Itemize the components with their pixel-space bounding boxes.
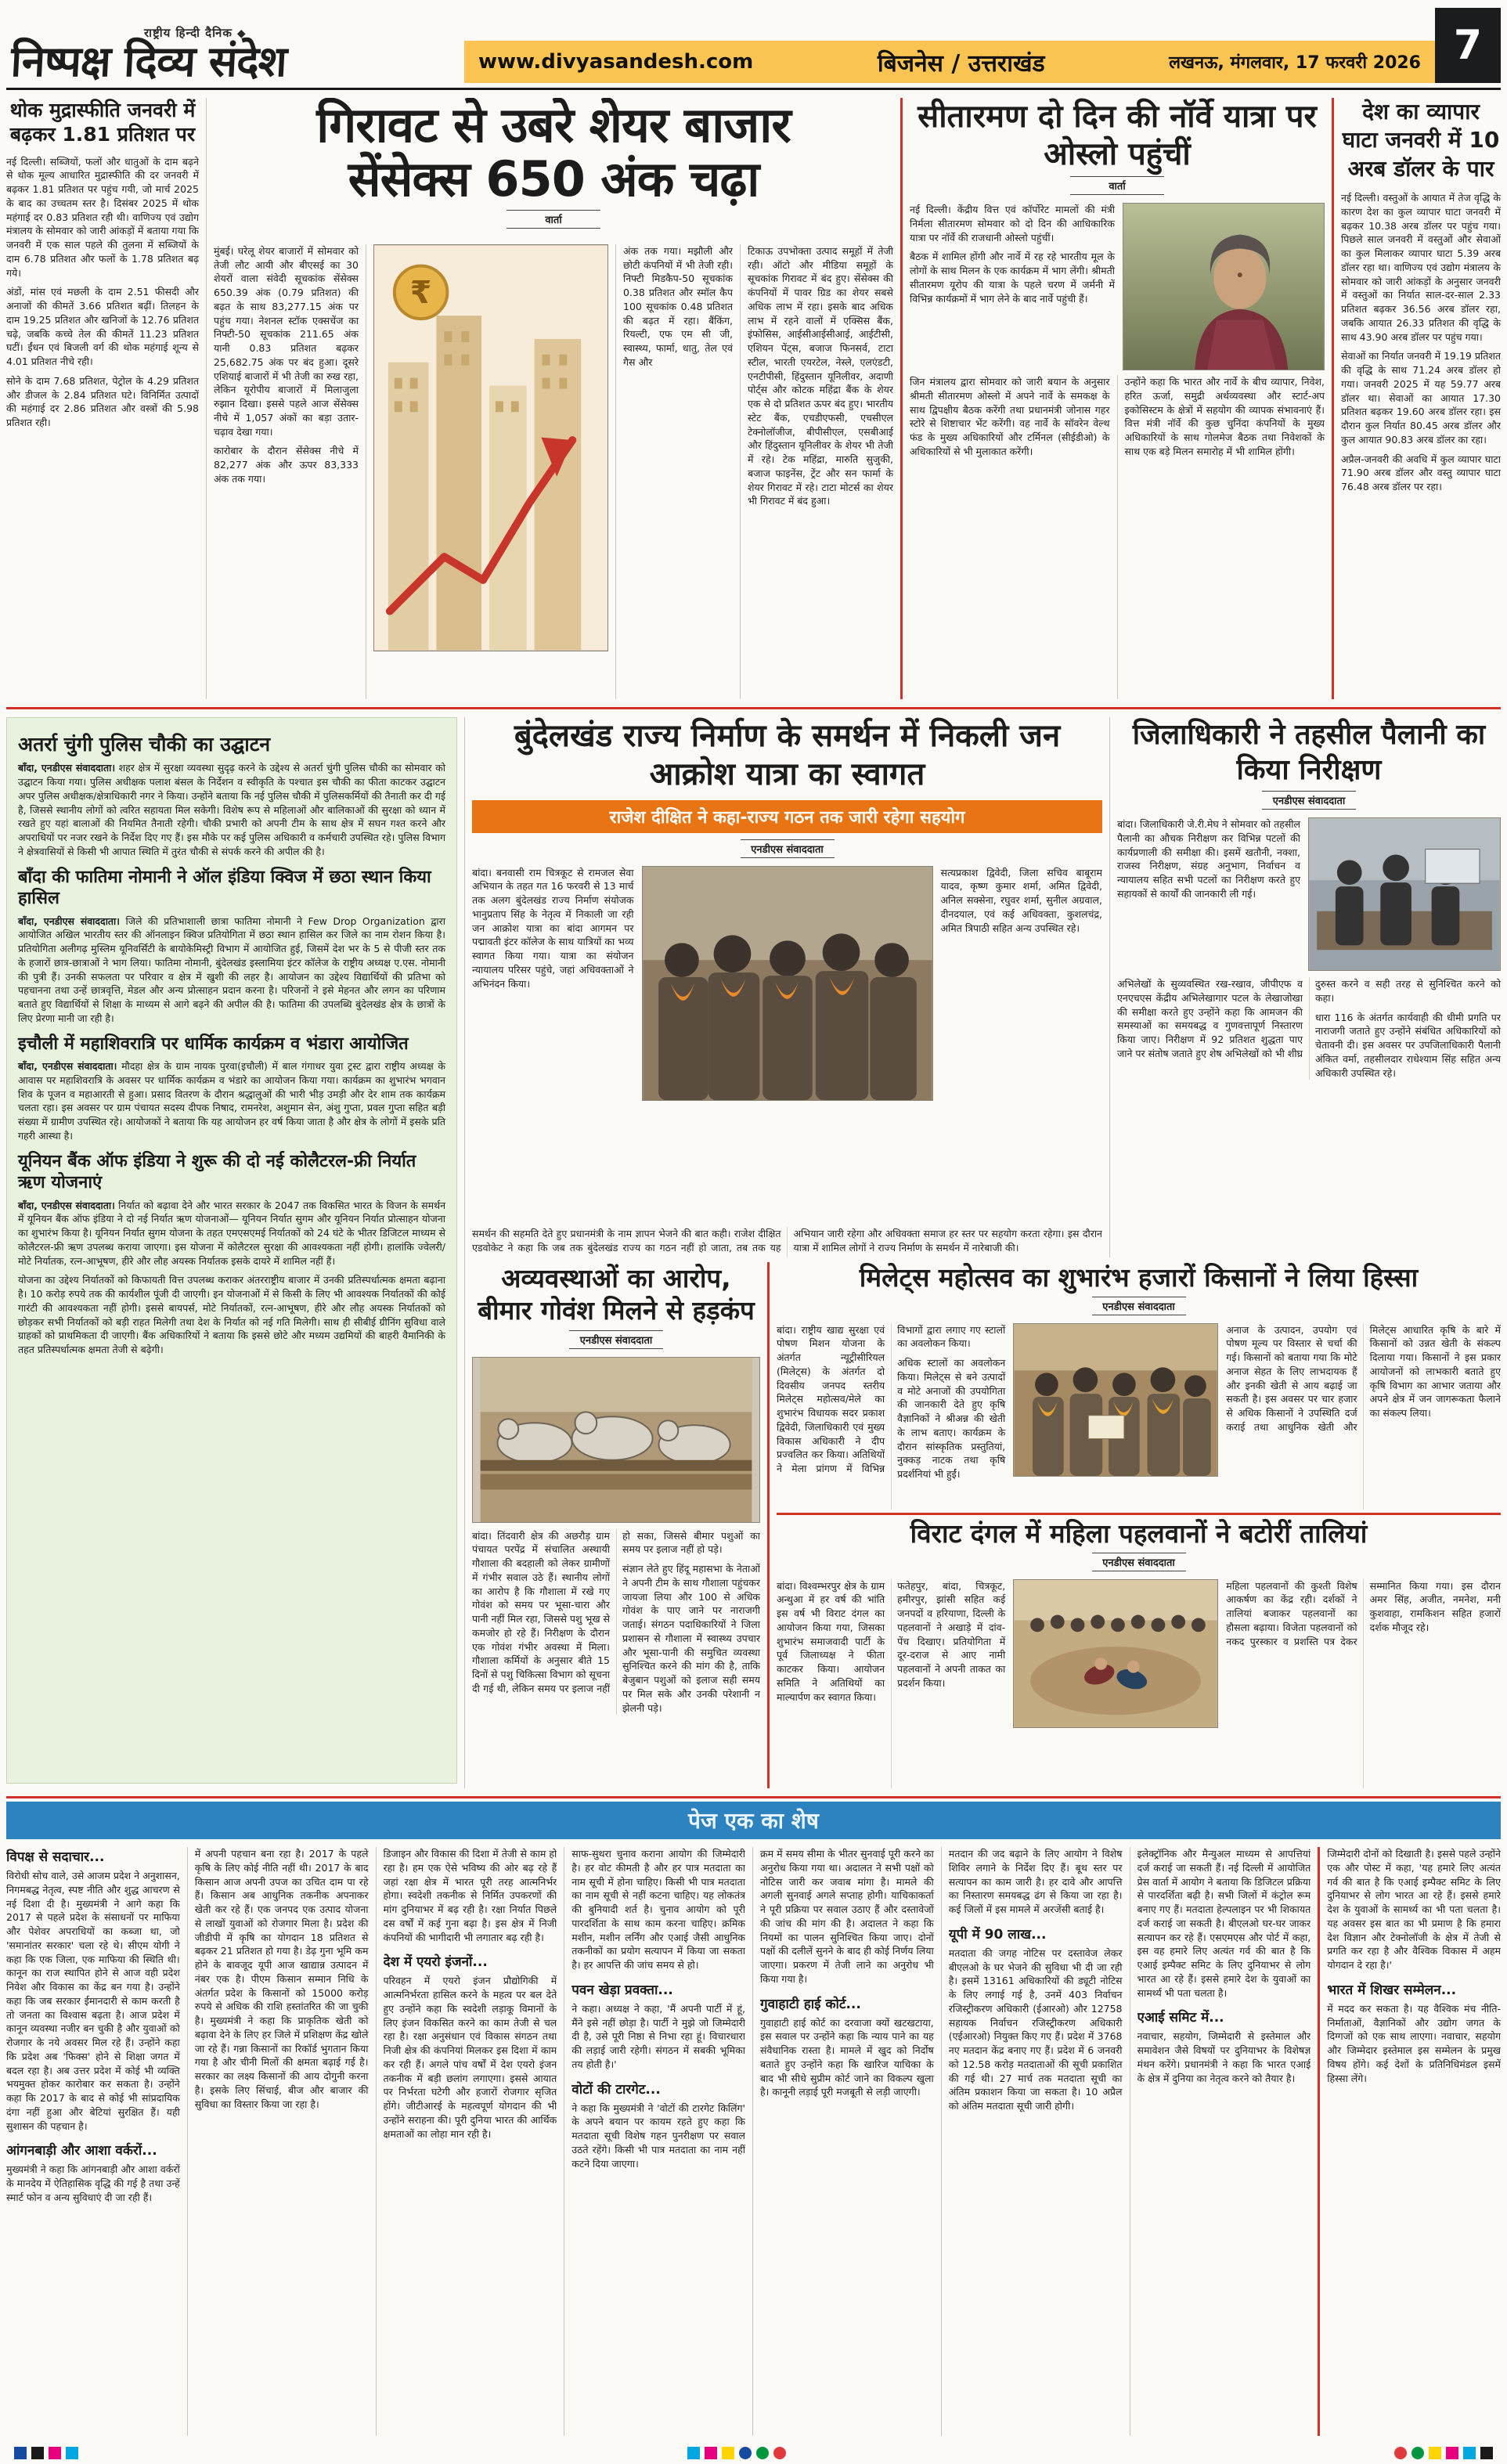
article-paragraph: बांदा। बनवासी राम चित्रकूट से रामजल सेवा अभियान के तहत गत 16 फरवरी से 13 मार्च तक अलग बुंदेलखंड राज्य निर्माण संयोजक भानुप्रताप सिंह के नेतृत्व में निकाली जा रही जन आक्रोश यात्रा का बांदा आगमन पर पद्मावती इंटर कॉलेज के साथ यात्रियों का भव्य स्वागत किया गया। यात्रा का संयोजन न्यायालय परिसर पहुंचे, जहां अधिवक्ताओं ने अभिनंदन किया। [472, 866, 634, 990]
article-headline: अतर्रा चुंगी पुलिस चौकी का उद्घाटन [18, 733, 271, 756]
article-body-continued [472, 1227, 1102, 1257]
column-rule-red [900, 98, 903, 699]
continuation-paragraph: में अपनी पहचान बना रहा है। 2017 के पहले कृषि के लिए कोई नीति नहीं थी। 2017 के बाद किसान आज अपनी उपज का उचित दाम पा रहे हैं। किसान अब आधुनिक तकनीक अपनाकर खेती कर रहे हैं। एक जनपद एक उत्पाद योजना से लाखों युवाओं को रोजगार मिला है। प्रदेश की जीडीपी में कृषि का योगदान 18 प्रतिशत से बढ़कर 21 प्रतिशत हो गया है। डेढ़ गुना भूमि कम होने के बावजूद यूपी आज खाद्यान्न उत्पादन में नंबर एक है। पीएम किसान सम्मान निधि के अंतर्गत प्रदेश के किसानों को 15000 करोड़ रुपये से अधिक की राशि हस्तांतरित की जा चुकी है। मुख्यमंत्री ने कहा कि प्राकृतिक खेती को बढ़ावा देने के लिए हर जिले में प्रशिक्षण केंद्र खोले जा रहे हैं। गन्ना किसानों का रिकॉर्ड भुगतान किया गया है और चीनी मिलों की क्षमता बढ़ाई गई है। सरकार का लक्ष्य किसानों की आय दोगुनी करना है। इसके लिए सिंचाई, बीज और बाजार की सुविधा का विस्तार किया जा रहा है। [194, 1848, 369, 2110]
body-column [214, 244, 359, 699]
continuation-column-3 [384, 1847, 557, 2436]
article-wrestling-dangal [777, 1518, 1501, 1788]
article-bundelkhand-yatra [472, 717, 1102, 1257]
color-swatch-cyan [1463, 2447, 1476, 2459]
sitharaman-photo [1123, 203, 1325, 370]
article-paragraph: टिकाऊ उपभोक्ता उत्पाद समूहों में तेजी रही। ऑटो और मीडिया समूहों के सूचकांक गिरावट में बंद हुए। सेंसेक्स की कंपनियों में पावर ग्रिड का शेयर सबसे अधिक लाभ में रहा। इसके बाद अधिक लाभ में रहने वालों में एक्सिस बैंक, इंफोसिस, आईसीआईसीआई, आईटीसी, एशियन पेंट्स, बजाज फिनसर्व, टाटा स्टील, भारती एयरटेल, नेस्ले, एलएंडटी, एनटीपीसी, हिंदुस्तान यूनिलीवर, अदाणी पोर्ट्स और कोटक महिंद्रा बैंक के शेयर एक से दो प्रतिशत ऊपर बंद हुए। भारतीय स्टेट बैंक, एचडीएफसी, एचसीएल टेक्नोलॉजीज, बीपीसीएल, एसबीआई और हिंदुस्तान यूनिलीवर के शेयर भी तेजी में रहे। टेक महिंद्रा, मारुति सुजुकी, बजाज फाइनेंस, ट्रेंट और सन फार्मा के शेयर गिरावट में रहे। टाटा मोटर्स का शेयर भी गिरावट में बंद हुआ। [748, 244, 893, 507]
article-body-columns [472, 866, 1102, 1221]
continuation-paragraph: क्रम में समय सीमा के भीतर सुनवाई पूरी करने का अनुरोध किया गया था। अदालत ने सभी पक्षों को नोटिस जारी कर जवाब मांगा है। मामले की अगली सुनवाई अगले सप्ताह होगी। याचिकाकर्ता ने पूरी प्रक्रिया पर सवाल उठाए हैं और दस्तावेजों की जांच की मांग की है। अदालत ने कहा कि नियमों का पालन सुनिश्चित किया जाए। दोनों पक्षों की दलीलें सुनने के बाद ही कोई निर्णय लिया जाएगा। प्रकरण में तेजी लाने का अनुरोध भी किया गया है। [760, 1848, 934, 1985]
byline: एनडीएस संवाददाता [1092, 1297, 1186, 1315]
article-paragraph: धारा 116 के अंतर्गत कार्यवाही की धीमी प्रगति पर नाराजगी जताते हुए उन्होंने संबंधित अधिकारियों को चेतावनी दी। इस अवसर पर उपजिलाधिकारी पैलानी अंकित वर्मा, तहसीलदार राधेश्याम सिंह सहित अन्य अधिकारी उपस्थित रहे। [1315, 1011, 1501, 1079]
article-sensex [214, 98, 893, 699]
section-title: बिजनेस / उत्तराखंड [877, 49, 1045, 78]
continuation-column-2 [195, 1847, 369, 2436]
article-paragraph: समर्थन की सहमति देते हुए प्रधानमंत्री के नाम ज्ञापन भेजने की बात कही। राजेश दीक्षित एडवोकेट ने कहा कि जब तक बुंदेलखंड राज्य का गठन नहीं हो जाता, तब तक यह अभियान जारी रहेगा और अधिवक्ता समाज हर स्तर पर सहयोग करता रहेगा। इस दौरान यात्रा में शामिल लोगों ने राज्य निर्माण के समर्थन में नारेबाजी की। [472, 1228, 1102, 1254]
continuation-heading: यूपी में 90 लाख... [948, 1926, 1047, 1943]
article-headline: मिलेट्स महोत्सव का शुभारंभ हजारों किसानों ने लिया हिस्सा [859, 1262, 1419, 1293]
continuation-heading: आंगनबाड़ी और आशा वर्करों... [6, 2143, 157, 2159]
article-paragraph: महिला पहलवानों की कुश्ती विशेष आकर्षण का केंद्र रही। दर्शकों ने तालियां बजाकर पहलवानों का हौसला बढ़ाया। विजेता पहलवानों को नकद पुरस्कार व प्रशस्ति पत्र देकर सम्मानित किया गया। इस दौरान अमर सिंह, अजीत, नमनेश, मनी कुशवाहा, रामकिशन सहित हजारों दर्शक मौजूद रहे। [1226, 1579, 1501, 1647]
article-headline [214, 98, 893, 207]
middle-row-2 [472, 1262, 1501, 1788]
color-swatch-yellow [1429, 2447, 1441, 2459]
article-text: निर्यात को बढ़ावा देने और भारत सरकार के 2047 तक विकसित भारत के विजन के समर्थन में यूनियन बैंक ऑफ इंडिया ने दो नई निर्यात ऋण योजनाओं— यूनियन निर्यात सुगम और यूनियन निर्यात प्रोत्साहन योजना का शुभारंभ किया है। यूनियन निर्यात सुगम योजना के तहत एमएसएमई निर्यातकों को 24 घंटे के भीतर डिजिटल माध्यम से कोलैटरल-फ्री ऋण उपलब्ध कराया जाएगा। इस योजना में कोलैटरल सुरक्षा की आवश्यकता नहीं होगी। हालांकि ज्वेलरी/मोटे निर्यातक, रत्न-आभूषण, हीरे और लौह अयस्क निर्यातक इसके दायरे में शामिल नहीं हैं। [18, 1199, 446, 1267]
byline: एनडीएस संवाददाता [1262, 791, 1356, 810]
top-section [6, 98, 1501, 699]
article-paragraph: अभिलेखों के सुव्यवस्थित रख-रखाव, जीपीएफ व एनएचएस केंद्रीय अभिलेखागार पटल के लेखाजोखा की समीक्षा करते हुए उन्होंने कहा कि आमजन की समस्याओं का समयबद्ध व गुणवत्तापूर्ण निस्तारण किया जाए। निरीक्षण में 92 प्रतिशत शुद्धता पाए जाने पर संतोष जताते हुए शेष अभिलेखों को भी शीघ्र दुरुस्त करने व सही तरह से सुनिश्चित करने को कहा। [1117, 978, 1501, 1059]
header-bar [464, 41, 1435, 83]
middle-band [6, 717, 1501, 1788]
body-column [777, 1579, 1005, 1788]
body-column [1226, 1579, 1501, 1788]
continuation-paragraph: विरोधी सोच वाले, उसे आजम प्रदेश ने अनुशासन, निगमबद्ध नेतृत्व, स्पष्ट नीति और शुद्ध आचरण से नई दिशा दी है। मुख्यमंत्री ने आगे कहा कि 2017 से पहले प्रदेश के संसाधनों पर माफिया और पेशेवर अपराधियों का कब्जा था, जो 'समानांतर सरकार' चला रहे थे। सीएम योगी ने कहा कि एक जिला, एक माफिया की स्थिति थी। कानून का राज स्थापित होने से आज वही प्रदेश निवेश और विकास का केंद्र बन गया है। उन्होंने कहा कि जब सरकार ईमानदारी से काम करती है तो जनता का विश्वास बढ़ता है। आज प्रदेश में कानून व्यवस्था नजीर बन चुकी है और युवाओं को रोजगार के नये अवसर मिल रहे हैं। उन्होंने कहा कि प्रदेश अब 'फिक्स' होने से शिक्षा जगत में बदल रहा है। अब उत्तर प्रदेश में कोई भी व्यक्ति भयमुक्त होकर कारोबार कर सकता है। उन्होंने कहा कि 2017 के बाद से कोई भी सांप्रदायिक दंगा नहीं हुआ और बेटियां सुरक्षित हैं। यही सुशासन की पहचान है। [6, 1870, 180, 2132]
website-url: www.divyasandesh.com [478, 50, 754, 74]
article-paragraph: सत्यप्रकाश द्विवेदी, जिला सचिव बाबूराम यादव, कृष्ण कुमार शर्मा, अमित द्विवेदी, अनिल सक्सेना, रघुवर शर्मा, सुनील अग्रवाल, दीनदयाल, एवं कई अधिवक्ता, कुशलचंद्र, अमित त्रिपाठी सहित अन्य उपस्थित रहे। [940, 866, 1102, 934]
article-text: मौदहा क्षेत्र के ग्राम नायक पुरवा(इचौली) में बाल गंगाधर युवा ट्रस्ट द्वारा राष्ट्रीय अध्यक्ष के आवास पर महाशिवरात्रि के अवसर पर धार्मिक कार्यक्रम व भंडारे का आयोजन किया गया। कार्यक्रम का शुभारंभ भगवान शिव के पूजन व महाआरती से हुआ। प्रसाद वितरण के दौरान श्रद्धालुओं की भारी भीड़ उमड़ी और देर शाम तक कार्यक्रम चलता रहा। इस अवसर पर ग्राम पंचायत सदस्य दीपक निषाद, रामनरेश, अशुमान सेन, अंशु गुप्ता, प्रवल गुप्ता सहित बड़ी संख्या में ग्रामीण उपस्थित रहे। आयोजकों ने बताया कि यह आयोजन हर वर्ष किया जाता है और क्षेत्र के लोगों में इसके प्रति गहरी आस्था है। [18, 1060, 445, 1142]
article-cattle-shelter [472, 1262, 760, 1788]
body-column [748, 244, 893, 699]
registration-color-bar-center [687, 2447, 786, 2459]
article-paragraph: मुंबई। घरेलू शेयर बाजारों में सोमवार को तेजी लौट आयी और बीएसई का 30 शेयरों वाला संवेदी सूचकांक सेंसेक्स 650.39 अंक (0.79 प्रतिशत) की बढ़त के साथ 83,277.15 अंक पर पहुंच गया। नेशनल स्टॉक एक्सचेंज का निफ्टी-50 सूचकांक 211.65 अंक यानी 0.83 प्रतिशत बढ़कर 25,682.75 अंक पर बंद हुआ। दूसरे एशियाई बाजारों में भी तेजी का रुख रहा, लेकिन यूरोपीय बाजारों में मिलाजुला रुझान दिखा। इससे पहले आज सेंसेक्स नीचे में 1,057 अंकों का बड़ा उतार-चढ़ाव देखा गया। [214, 244, 359, 438]
body-column [777, 1323, 1005, 1510]
article-paragraph: अंक तक गया। मझौली और छोटी कंपनियों में भी तेजी रही। निफ्टी मिडकैप-50 सूचकांक 0.38 प्रतिशत और स्मॉल कैप 100 सूचकांक 0.48 प्रतिशत की बढ़त में रहा। बैंकिंग, रियल्टी, एफ एम सी जी, स्वास्थ्य, फार्मा, धातु, तेल एवं गैस और [623, 244, 733, 368]
article-text: जिले की प्रतिभाशाली छात्रा फातिमा नोमानी ने Few Drop Organization द्वारा आयोजित अखिल भारतीय स्तर की ऑनलाइन क्विज प्रतियोगिता में छठा स्थान हासिल कर जिले का नाम रोशन किया है। प्रतियोगिता अलीगढ़ मुस्लिम यूनिवर्सिटी के बायोकेमिस्ट्री विभाग में आयोजित हुई, जिसमें देश भर के 5 से पीजी स्तर तक के हजारों छात्र-छात्राओं ने भाग लिया। फातिमा नोमानी, बुंदेलखंड इस्लामिया इंटर कॉलेज के राष्ट्रीय अध्यक्ष ए.एस. नोमानी की पुत्री हैं। उनकी सफलता पर परिवार व क्षेत्र में खुशी की लहर है। आयोजन का उद्देश्य विद्यार्थियों की प्रतिभा को पहचानना तथा उन्हें छात्रवृत्ति, मेडल और अन्य प्रोत्साहन प्रदान करना है। परिजनों ने इसे मेहनत और लगन का परिणाम बताते हुए विद्यार्थियों से शिक्षा के माध्यम से आगे बढ़ने की अपील की है। फातिमा की उपलब्धि बुंदेलखंड क्षेत्र के छात्रों के लिए प्रेरणा मानी जा रही है। [18, 915, 446, 1024]
color-swatch-magenta [1446, 2447, 1458, 2459]
lead-row [910, 203, 1325, 370]
article-paragraph: संज्ञान लेते हुए हिंदू महासभा के नेताओं ने अपनी टीम के साथ गौशाला पहुंचकर जायजा लिया और 100 से अधिक गोवंश के पाए जाने पर नाराजगी जताई। संगठन पदाधिकारियों ने जिला प्रशासन से गौशाला में स्वास्थ्य उपचार और भूसा-पानी की समुचित व्यवस्था सुनिश्चित करने की मांग की है, ताकि बेजुबान पशुओं को इलाज सही समय पर मिल सके और उनकी परेशानी न झेलनी पड़े। [622, 1563, 760, 1714]
middle-right-region [472, 717, 1501, 1788]
svg-text:₹: ₹ [409, 275, 432, 312]
header-rule [6, 88, 1501, 90]
column-rule-red [1318, 1847, 1320, 2436]
article-trade-deficit [1341, 98, 1501, 699]
continuation-paragraph: जिम्मेदारी दोनों को दिखाती है। इससे पहले उन्होंने एक और पोस्ट में कहा, 'यह हमारे लिए अत्यंत गर्व की बात है कि एआई इम्पैक्ट समिट के लिए दुनियाभर से लोग भारत आ रहे हैं। इससे हमारे देश के युवाओं के सामर्थ्य का भी पता चलता है। यह अवसर इस बात का भी प्रमाण है कि हमारा देश विज्ञान और टेक्नोलॉजी के क्षेत्र में तेजी से प्रगति कर रहा है और वैश्विक विकास में अहम योगदान दे रहा है।' [1327, 1848, 1501, 1971]
article-headline: थोक मुद्रास्फीति जनवरी में बढ़कर 1.81 प्रतिशत पर [9, 99, 196, 146]
color-swatch-black [1480, 2447, 1493, 2459]
column-rule [1109, 717, 1110, 1257]
diamond-icon: ◆ [236, 27, 247, 40]
byline: बाँदा, एनडीएस संवाददाता। [18, 762, 116, 774]
continuation-heading: एआई समिट में... [1137, 2010, 1224, 2026]
body-column [1125, 375, 1325, 699]
article-paragraph [18, 1059, 445, 1143]
column-rule [376, 1847, 377, 2436]
edition-dateline: लखनऊ, मंगलवार, 17 फरवरी 2026 [1169, 53, 1421, 73]
section-rule [6, 1796, 1501, 1798]
color-swatch-magenta [705, 2447, 717, 2459]
article-subhead: राजेश दीक्षित ने कहा-राज्य गठन तक जारी रहेगा सहयोग [472, 800, 1102, 833]
agency-credit: वार्ता [1070, 176, 1164, 195]
byline: एनडीएस संवाददाता [741, 839, 835, 858]
article-paragraph [18, 761, 445, 858]
article-body-columns [472, 1529, 760, 1715]
byline: एनडीएस संवाददाता [569, 1330, 663, 1349]
color-dot-blue [739, 2447, 752, 2459]
continuation-paragraph: ने कहा। अध्यक्ष ने कहा, 'मैं अपनी पार्टी में हूं, मैंने इसे नहीं छोड़ा है। पार्टी ने मुझे जो जिम्मेदारी दी है, उसे पूरी निष्ठा से निभा रहा हूं। विचारधारा की लड़ाई जारी रहेगी। संगठन में सबकी भूमिका तय होती है।' [571, 2002, 745, 2070]
article-headline: यूनियन बैंक ऑफ इंडिया ने शुरू की दो नई कोलैटरल-फ्री निर्यात ऋण योजनाएं [18, 1151, 416, 1192]
page-one-continuation-banner: पेज एक का शेष [6, 1802, 1501, 1839]
article-paragraph: अनाज के उत्पादन, उपयोग एवं पोषण मूल्य पर विस्तार से चर्चा की गई। किसानों को बताया गया कि मोटे अनाज सेहत के लिए लाभदायक हैं और इनकी खेती से आय बढ़ाई जा सकती है। इस अवसर पर चार हजार से अधिक किसानों ने उपस्थिति दर्ज कराई तथा आधुनिक खेती और मिलेट्स आधारित कृषि के बारे में किसानों को उन्नत खेती के संकल्प दिलाया गया। किसानों ने इस प्रकार आयोजनों को लाभकारी बताते हुए कृषि विभाग का आभार जताया और अपने क्षेत्र में जन जागरूकता फैलाने का संकल्प लिया। [1226, 1323, 1501, 1433]
continuation-paragraph: मतदाता की जगह नोटिस पर दस्तावेज लेकर बीएलओ के घर भेजने की सुविधा भी दी जा रही है। इसमें 13161 अधिकारियों की ड्यूटी नोटिस के लिए लगाई गई है, उनमें 403 निर्वाचन रजिस्ट्रीकरण अधिकारी (ईआरओ) और 12758 सहायक निर्वाचन रजिस्ट्रीकरण अधिकारी (एईआरओ) नियुक्त किए गए हैं। प्रदेश में 3768 नए मतदान केंद्र बनाए गए हैं। प्रदेश में 6 जनवरी को 12.58 करोड़ मतदाताओं की सूची प्रकाशित की गई थी। 27 मार्च तक मतदाता सूची का अंतिम प्रकाशन किया जा सकता है। 10 अप्रैल को अंतिम मतदाता सूची जारी होगी। [948, 1946, 1123, 2112]
article-paragraph: अधिक स्टालों का अवलोकन किया। मिलेट्स से बने उत्पादों व मोटे अनाजों की उपयोगिता की जानकारी देते हुए कृषि वैज्ञानिकों ने श्रीअन्न की खेती के लाभ बताए। कार्यक्रम के दौरान सांस्कृतिक प्रस्तुतियां, नुक्कड़ नाटक तथा कृषि प्रदर्शनियां भी हुईं। [897, 1357, 1006, 1481]
column-rule-red [1332, 98, 1334, 699]
masthead-block [6, 25, 464, 86]
agency-credit: वार्ता [507, 210, 600, 229]
headline-line-2: सेंसेक्स 650 अंक चढ़ा [348, 150, 759, 208]
color-dot-red [1394, 2447, 1407, 2459]
article-paragraph: उन्होंने कहा कि भारत और नार्वे के बीच व्यापार, निवेश, हरित ऊर्जा, समुद्री अर्थव्यवस्था और स्टार्ट-अप इकोसिस्टम के क्षेत्रों में सहयोग की व्यापक संभावनाएं हैं। वित्त मंत्री नॉर्वे की कुछ चुनिंदा कंपनियों के मुख्य अधिकारियों के साथ गोलमेज बैठक तथा निवेशकों के साथ एक बड़े मिलन समारोह में भी शामिल होंगी। [1124, 376, 1325, 457]
page-header [6, 8, 1501, 86]
article-paragraph [18, 1199, 445, 1268]
continuation-column-4 [571, 1847, 745, 2436]
continuation-paragraph: साफ-सुथरा चुनाव कराना आयोग की जिम्मेदारी है। हर वोट कीमती है और हर पात्र मतदाता का नाम सूची में होना चाहिए। किसी भी पात्र मतदाता का नाम सूची से नहीं कटना चाहिए। यह लोकतंत्र की बुनियादी शर्त है। चुनाव आयोग को पूरी पारदर्शिता के साथ काम करना चाहिए। क्रमिक मशीन, मशीन लर्निंग और एआई जैसी आधुनिक तकनीकों का प्रयोग सत्यापन में किया जा सकता है। हर आपत्ति की जांच समय से हो। [571, 1848, 745, 1971]
continuation-paragraph: परिवहन में एयरो इंजन प्रौद्योगिकी में आत्मनिर्भरता हासिल करने के महत्व पर बल देते हुए उन्होंने कहा कि स्वदेशी लड़ाकू विमानों के लिए इंजन विकसित करने का काम तेजी से चल रहा है। रक्षा अनुसंधान एवं विकास संगठन तथा निजी क्षेत्र की कंपनियां मिलकर इस दिशा में काम कर रही हैं। अगले पांच वर्षों में देश एयरो इंजन तकनीक में बड़ी छलांग लगाएगा। इससे आयात पर निर्भरता घटेगी और हजारों रोजगार सृजित होंगे। जीटीआरई के महत्वपूर्ण योगदान की भी उन्होंने सराहना की। पूरी दुनिया भारत की आर्थिक क्षमताओं का लोहा मान रही है। [383, 1975, 557, 2140]
article-paragraph: नई दिल्ली। सब्जियों, फलों और धातुओं के दाम बढ़ने से थोक मूल्य आधारित मुद्रास्फीति की दर जनवरी में बढ़कर 1.81 प्रतिशत पर पहुंच गयी, जो मार्च 2025 के बाद का उच्चतम स्तर है। दिसंबर 2025 में थोक महंगाई दर 0.83 प्रतिशत रही थी। वाणिज्य एवं उद्योग मंत्रालय के सोमवार को जारी आंकड़ों में बताया गया कि जनवरी में एक साल पहले की तुलना में सब्जियों के दाम 6.78 प्रतिशत और फलों के 1.78 प्रतिशत बढ़ गये। [6, 155, 199, 279]
byline: बाँदा, एनडीएस संवाददाता। [18, 1060, 117, 1072]
article-text: शहर क्षेत्र में सुरक्षा व्यवस्था सुदृढ़ करने के उद्देश्य से अतर्रा चुंगी पुलिस चौकी का सोमवार को उद्घाटन किया गया। पुलिस अधीक्षक पलाश बंसल के निर्देशन व स्वीकृति के पश्चात इस चौकी का फीता काटकर उद्घाटन अपर पुलिस अधीक्षक/क्षेत्राधिकारी नगर ने किया। उन्होंने बताया कि नई पुलिस चौकी में पुलिसकर्मियों की तैनाती कर दी गई है, जिससे स्थानीय लोगों को त्वरित सहायता मिल सकेगी। विशेष रूप से महिलाओं और बालिकाओं की सुरक्षा को ध्यान में रखते हुए यहां बालाओं की नियमित तैनाती रहेगी। चौकी प्रभारी को अपनी टीम के साथ क्षेत्र में सघन गश्त करने और अपराधियों पर नजर रखने के निर्देश दिए गए हैं। इस मौके पर कई पुलिस अधिकारी व कर्मचारी उपस्थित रहे। पुलिस विभाग ने क्षेत्रवासियों से किसी भी आपात स्थिति में तुरंत चौकी से संपर्क करने की अपील की है। [18, 762, 445, 857]
article-fatima-quiz [18, 867, 445, 1026]
article-paragraph: जिन मंत्रालय द्वारा सोमवार को जारी बयान के अनुसार श्रीमती सीतारमण ओस्लो में अपने नार्वे के समकक्ष के साथ द्विपक्षीय बैठक करेंगी तथा प्रधानमंत्री जोनास गहर स्टोरे से शिष्टाचार भेंट करेंगी। वह नार्वे के सॉवरेन वेल्थ फंड के मुख्य अधिकारियों और टर्मिनल (सीईडीओ) के अधिकारियों से भी मुलाकात करेंगी। [910, 376, 1110, 457]
article-paragraph: नई दिल्ली। केंद्रीय वित्त एवं कॉर्पोरेट मामलों की मंत्री निर्मला सीतारमण सोमवार को दो दिन की आधिकारिक यात्रा पर नॉर्वे की राजधानी ओस्लो पहुंचीं। [910, 204, 1115, 244]
masthead-title: निष्पक्ष दिव्य संदेश [9, 37, 288, 86]
tagline-text: राष्ट्रीय हिन्दी दैनिक [144, 26, 233, 40]
byline: बाँदा, एनडीएस संवाददाता। [18, 1199, 115, 1211]
article-paragraph: बांदा। विश्वम्भरपुर क्षेत्र के ग्राम अन्थुआ में हर वर्ष की भांति इस वर्ष भी विराट दंगल का आयोजन किया गया, जिसका शुभारंभ समाजवादी पार्टी के पूर्व जिलाध्यक्ष ने फीता काटकर किया। आयोजन समिति ने अतिथियों का माल्यार्पण कर स्वागत किया। [777, 1579, 885, 1703]
body-column [623, 244, 733, 699]
headline-line-1: गिरावट से उबरे शेयर बाजार [316, 98, 791, 153]
article-paragraph: कारोबार के दौरान सेंसेक्स नीचे में 82,277 अंक और ऊपर 83,333 अंक तक गया। [214, 445, 359, 485]
body-column [910, 375, 1110, 699]
article-headline: देश का व्यापार घाटा जनवरी में 10 अरब डॉलर के पार [1342, 99, 1500, 182]
column-rule [752, 1847, 753, 2436]
registration-color-bar-left [14, 2447, 78, 2459]
color-swatch-magenta [49, 2447, 61, 2459]
article-headline: अव्यवस्थाओं का आरोप, बीमार गोवंश मिलने से हड़कंप [478, 1263, 755, 1326]
column-rule [740, 244, 741, 699]
column-rule [941, 1847, 942, 2436]
article-headline: बाँदा की फातिमा नोमानी ने ऑल इंडिया क्विज में छठा स्थान किया हासिल [18, 867, 431, 908]
millets-dangal-region [777, 1262, 1501, 1788]
column-rule [1117, 375, 1118, 699]
cattle-photo [472, 1357, 760, 1523]
article-headline: जिलाधिकारी ने तहसील पैलानी का किया निरीक्षण [1132, 719, 1486, 786]
article-headline: बुंदेलखंड राज्य निर्माण के समर्थन में निकली जन आक्रोश यात्रा का स्वागत [514, 718, 1061, 792]
article-paragraph: फतेहपुर, बांदा, चित्रकूट, हमीरपुर, झांसी सहित कई जनपदों व हरियाणा, दिल्ली के पहलवानों ने अखाड़े में दांव-पेंच दिखाए। प्रतियोगिता में दूर-दराज से आए नामी पहलवानों ने अपनी ताकत का प्रदर्शन किया। [897, 1579, 1006, 1689]
article-paragraph [18, 915, 445, 1026]
middle-row-1 [472, 717, 1501, 1257]
article-atarra-chowki [18, 732, 445, 859]
dangal-photo [1013, 1579, 1218, 1728]
continuation-heading: देश में एयरो इंजनों... [383, 1954, 488, 1971]
millets-event-photo [1013, 1323, 1218, 1477]
page-number: 7 [1435, 8, 1501, 83]
body-column [472, 866, 634, 1221]
article-dm-inspection [1117, 717, 1501, 1257]
article-paragraph: नई दिल्ली। वस्तुओं के आयात में तेज वृद्धि के कारण देश का कुल व्यापार घाटा जनवरी में बढ़कर 10.38 अरब डॉलर पर पहुंच गया। पिछले साल जनवरी में वस्तुओं और सेवाओं का कुल मिलाकर व्यापार घाटा 5.39 अरब डॉलर रहा था। वाणिज्य एवं उद्योग मंत्रालय के सोमवार को जारी आंकड़ों के अनुसार जनवरी में वस्तुओं का निर्यात साल-दर-साल 2.33 प्रतिशत बढ़कर 36.56 अरब डॉलर रहा, जबकि आयात 26.33 प्रतिशत की वृद्धि के साथ 43.90 अरब डॉलर पर पहुंच गया। [1341, 192, 1501, 343]
article-paragraph: बांदा। जिलाधिकारी जे.री.मेघ ने सोमवार को तहसील पैलानी का औचक निरीक्षण कर विभिन्न पटलों की कार्यप्रणाली की समीक्षा की। इसमें खतौनी, नक्शा, राजस्व निरीक्षण, संग्रह अनुभाग, निर्वाचन व न्यायालय सहित सभी पटलों का निरीक्षण करते हुए सहायकों से कार्यों की जानकारी ली गई। [1117, 818, 1300, 900]
continuation-heading: भारत में शिखर सम्मेलन... [1327, 1982, 1457, 1998]
continuation-heading: वोटों की टारगेट... [571, 2081, 661, 2098]
column-rule [206, 98, 207, 699]
continuation-section [6, 1847, 1501, 2436]
article-body-columns [777, 1323, 1501, 1510]
continuation-paragraph: नवाचार, सहयोग, जिम्मेदारी से इस्तेमाल और समावेशन जैसे विषयों पर दुनियाभर के विशेषज्ञ मंथन करेंगे। प्रधानमंत्री ने कहा कि भारत एआई के क्षेत्र में दुनिया का नेतृत्व करने को तैयार है। [1137, 2030, 1311, 2084]
article-union-bank [18, 1151, 445, 1357]
continuation-paragraph: में मदद कर सकता है। यह वैश्विक मंच नीति-निर्माताओं, वैज्ञानिकों और उद्योग जगत के दिग्गजों को एक साथ लाएगा। नवाचार, सहयोग और जिम्मेदार इस्तेमाल इस सम्मेलन के प्रमुख विषय होंगे। कई देशों के प्रतिनिधिमंडल इसमें हिस्सा लेंगे। [1327, 2002, 1501, 2084]
column-rule [615, 244, 616, 699]
color-swatch-yellow [722, 2447, 734, 2459]
body-column [1226, 1323, 1501, 1510]
continuation-heading: विपक्ष से सदाचार... [6, 1849, 105, 1865]
article-paragraph: अंडों, मांस एवं मछली के दाम 2.51 फीसदी और अनाजों की कीमतें 3.66 प्रतिशत बढ़ीं। तिलहन के दाम 19.25 प्रतिशत और खनिजों के 12.76 प्रतिशत चढ़े, जबकि कच्चे तेल की कीमतें 11.23 प्रतिशत घटीं। ईंधन एवं बिजली वर्ग की थोक महंगाई शून्य से 4.01 प्रतिशत नीचे रही। [6, 286, 199, 367]
article-paragraph: बांदा। राष्ट्रीय खाद्य सुरक्षा एवं पोषण मिशन योजना के अंतर्गत न्यूट्रीसीरियल (मिलेट्स) के अंतर्गत दो दिवसीय जनपद स्तरीय मिलेट्स महोत्सव/मेले का शुभारंभ विधायक सदर प्रकाश द्विवेदी, जिलाधिकारी एवं मुख्य विकास अधिकारी ने दीप प्रज्वलित कर किया। अतिथियों ने मेला प्रांगण में विभिन्न विभागों द्वारा लगाए गए स्टालों का अवलोकन किया। [777, 1323, 1006, 1475]
article-body-columns [910, 375, 1325, 699]
article-paragraph: बैठक में शामिल होंगी और नार्वे में रह रहे भारतीय मूल के लोगों के साथ मिलन के एक कार्यक्रम में भाग लेंगी। श्रीमती सीतारमण यूरोप की यात्रा के पहले चरण में जर्मनी में विभिन्न कार्यक्रमों में भाग लेने के बाद नार्वे पहुंची हैं। [910, 251, 1115, 305]
continuation-paragraph: मतदान की जद बढ़ाने के लिए आयोग ने विशेष शिविर लगाने के निर्देश दिए हैं। बूथ स्तर पर सत्यापन का काम जारी है। हर दावे और आपत्ति का निस्तारण समयबद्ध ढंग से किया जा रहा है। कई जिलों में इस मामले में अरजेंसी बताई है। [948, 1848, 1123, 1915]
column-rule-red [767, 1262, 770, 1788]
article-paragraph: अप्रैल-जनवरी की अवधि में कुल व्यापार घाटा 71.90 अरब डॉलर और वस्तु व्यापार घाटा 76.48 अरब डॉलर पर रहा। [1341, 453, 1501, 493]
article-body-columns [214, 244, 893, 699]
article-paragraph: सेवाओं का निर्यात जनवरी में 19.19 प्रतिशत की वृद्धि के साथ 71.24 अरब डॉलर हो गया। जनवरी 2025 में यह 59.77 अरब डॉलर था। सेवाओं का आयात 17.30 प्रतिशत बढ़कर 19.60 अरब डॉलर रहा। इस दौरान कुल निर्यात 80.45 अरब डॉलर और कुल आयात 90.83 अरब डॉलर का रहा। [1341, 350, 1501, 446]
inspection-photo [1308, 817, 1501, 971]
article-sitharaman [910, 98, 1325, 699]
article-wholesale-inflation [6, 98, 199, 699]
stock-market-illustration [373, 244, 608, 651]
continuation-column-8 [1327, 1847, 1501, 2436]
continuation-paragraph: मुख्यमंत्री ने कहा कि आंगनबाड़ी और आशा वर्करों के मानदेय में ऐतिहासिक वृद्धि की गई है तथा उन्हें स्मार्ट फोन व अन्य सुविधाएं दी जा रही हैं। [6, 2163, 180, 2203]
body-column [910, 203, 1115, 370]
body-column [1117, 817, 1300, 971]
continuation-paragraph: इलेक्ट्रॉनिक और मैन्युअल माध्यम से आपत्तियां दर्ज कराई जा सकती हैं। नई दिल्ली में आयोजित प्रेस वार्ता में आयोग ने बताया कि डिजिटल प्रक्रिया से पारदर्शिता बढ़ी है। सभी जिलों में कंट्रोल रूम बनाए गए हैं। मतदाता हेल्पलाइन पर भी शिकायत दर्ज कराई जा सकती है। बीएलओ घर-घर जाकर सत्यापन कर रहे हैं। एसएमएस और पोर्ट में कहा, इस वह हमारे लिए अत्यंत गर्व की बात है कि एआई इम्पैक्ट समिट के लिए दुनियाभर से लोग भारत आ रहे हैं। इससे हमारे देश के युवाओं का सामर्थ्य भी पता चलता है। [1137, 1848, 1311, 1999]
color-dot-green [756, 2447, 769, 2459]
print-registration-strip [6, 2447, 1501, 2459]
color-swatch-cyan [66, 2447, 78, 2459]
color-dot-red [773, 2447, 786, 2459]
section-rule [6, 707, 1501, 709]
continuation-paragraph: ने कहा कि मुख्यमंत्री ने 'वोटों की टारगेट किलिंग' के अपने बयान पर कायम रहते हुए कहा कि मतदाता सूची विशेष गहन पुनरीक्षण पर सवाल उठते रहेंगे। किसी भी पात्र मतदाता का नाम नहीं कटने दिया जाएगा। [571, 2101, 745, 2170]
color-swatch-cyan [687, 2447, 700, 2459]
color-swatch-blue [14, 2447, 27, 2459]
article-paragraph: योजना का उद्देश्य निर्यातकों को किफायती वित्त उपलब्ध कराकर अंतरराष्ट्रीय बाजार में उनकी प्रतिस्पर्धात्मक क्षमता बढ़ाना है। 10 करोड़ रुपये तक की कार्यशील पूंजी दी जाएगी। इन योजनाओं में से किसी के लिए भी आवश्यक निर्यातकों की कोई गारंटी की आवश्यकता नहीं होगी। इससे बायपर्स, मोटे निर्यातकों, रत्न-आभूषण, हीरे और लौह अयस्क निर्यातकों को छोड़कर सभी निर्यातकों को बड़ी राहत मिलेगी तथा देश के निर्यात को नई गति मिलेगी। साथ ही सीबीई ग्रीनिंग सुविधा वाले ग्राहकों को प्राथमिकता दी जाएगी। बैंक अधिकारियों ने बताया कि इससे छोटे और मध्यम उद्यमियों की बाहरी वैमानिकी के तहत प्रतिस्पर्धात्मक क्षमता तेजी से बढ़ेगी। [18, 1274, 445, 1355]
article-headline: इचौली में महाशिवरात्रि पर धार्मिक कार्यक्रम व भंडारा आयोजित [18, 1034, 409, 1054]
yatra-group-photo [642, 866, 933, 1101]
color-dot-green [1411, 2447, 1424, 2459]
column-rule [187, 1847, 188, 2436]
continuation-paragraph: गुवाहाटी हाई कोर्ट का दरवाजा क्यों खटखटाया, इस सवाल पर उन्होंने कहा कि न्याय पाने का यह संवैधानिक रास्ता है। मामले में खुद को निर्दोष बताते हुए उन्होंने कहा कि खारिज याचिका के बाद भी सीधे सुप्रीम कोर्ट जाने का विकल्प खुला है। कानूनी लड़ाई पूरी मजबूती से लड़ी जाएगी। [760, 2016, 934, 2098]
article-ichauli-shivratri [18, 1034, 445, 1143]
article-headline: विराट दंगल में महिला पहलवानों ने बटोरीं तालियां [910, 1518, 1368, 1549]
article-body-columns [777, 1579, 1501, 1788]
continuation-column-1 [6, 1847, 180, 2436]
article-headline: सीतारमण दो दिन की नॉर्वे यात्रा पर ओस्लो पहुंचीं [918, 99, 1317, 172]
body-column [941, 866, 1103, 1221]
section-rule [777, 1513, 1501, 1515]
article-millets-festival [777, 1262, 1501, 1510]
continuation-paragraph: डिजाइन और विकास की दिशा में तेजी से काम हो रहा है। हम एक ऐसे भविष्य की ओर बढ़ रहे हैं जहां रक्षा क्षेत्र में भारत पूरी तरह आत्मनिर्भर होगा। स्वदेशी तकनीक से निर्मित उपकरणों की मांग दुनियाभर में बढ़ रही है। रक्षा निर्यात पिछले दस वर्षों में कई गुना बढ़ा है। इस क्षेत्र में निजी कंपनियों की भागीदारी भी लगातार बढ़ रही है। [383, 1848, 557, 1943]
byline: एनडीएस संवाददाता [1092, 1553, 1186, 1571]
article-body-columns [1117, 817, 1501, 971]
continuation-heading: गुवाहाटी हाई कोर्ट... [760, 1996, 861, 2012]
registration-color-bar-right [1394, 2447, 1493, 2459]
color-swatch-black [31, 2447, 44, 2459]
article-body-continued [1117, 977, 1501, 1080]
continuation-column-5 [760, 1847, 934, 2436]
local-news-panel [6, 717, 457, 1784]
article-paragraph: सोने के दाम 7.68 प्रतिशत, पेट्रोल के 4.29 प्रतिशत और डीजल के 2.84 प्रतिशत घटे। विनिर्मित उत्पादों की महंगाई दर 2.86 प्रतिशत और वस्त्रों की 5.98 प्रतिशत रही। [6, 374, 199, 428]
continuation-heading: पवन खेड़ा प्रवक्ता... [571, 1982, 673, 1998]
continuation-column-7 [1137, 1847, 1311, 2436]
column-rule [464, 717, 465, 1788]
article-paragraph: बांदा। तिंदवारी क्षेत्र की अछरौड़ ग्राम पंचायत परपेंद्र में संचालित अस्थायी गौशाला की बदहाली को लेकर ग्रामीणों में गंभीर सवाल उठे हैं। स्थानीय लोगों का आरोप है कि गौशाला में रखे गए गोवंश को समय पर भूसा-चारा और पानी नहीं मिल रहा, जिससे पशु भूख से कमजोर हो रहे हैं। निरीक्षण के दौरान एक गोवंश गंभीर अवस्था में मिला। गौशाला कर्मियों के अनुसार बीते 15 दिनों से पशु चिकित्सा विभाग को सूचना दी गई थी, लेकिन समय पर इलाज नहीं हो सका, जिससे बीमार पशुओं का समय पर इलाज नहीं हो पड़े। [472, 1529, 760, 1694]
continuation-column-6 [949, 1847, 1123, 2436]
byline: बाँदा, एनडीएस संवाददाता। [18, 915, 121, 927]
